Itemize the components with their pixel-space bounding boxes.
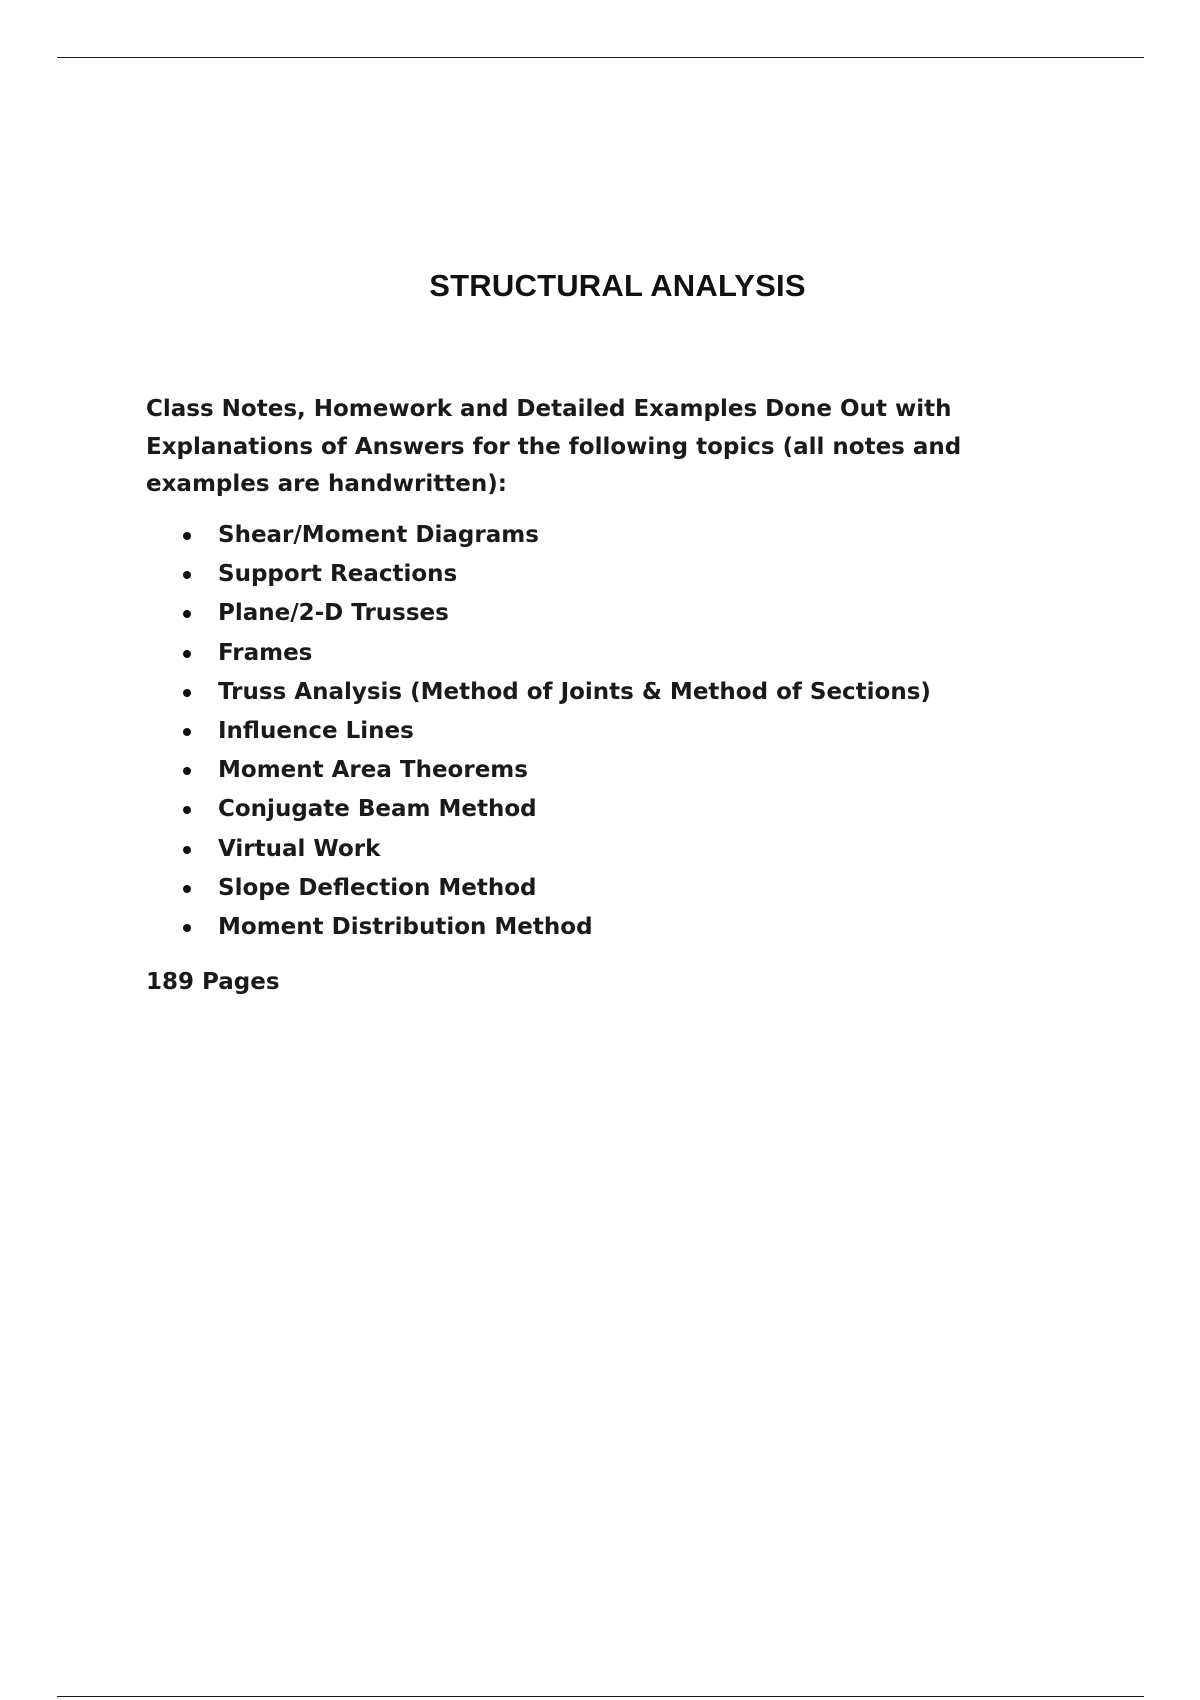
intro-paragraph: Class Notes, Homework and Detailed Examples Done Out with Explanations of Answers for the following topics (all notes and examples are handwritten): bbox=[146, 396, 962, 497]
topic-label: Moment Distribution Method bbox=[218, 913, 593, 940]
topic-label: Support Reactions bbox=[218, 561, 458, 588]
topic-label: Conjugate Beam Method bbox=[218, 796, 537, 823]
list-item bbox=[146, 555, 931, 594]
bullet-icon bbox=[183, 728, 191, 736]
bullet-icon bbox=[183, 885, 191, 893]
document-title: STRUCTURAL ANALYSIS bbox=[429, 268, 806, 303]
bullet-icon bbox=[183, 610, 191, 618]
bullet-icon bbox=[183, 571, 191, 579]
topic-label: Shear/Moment Diagrams bbox=[218, 522, 539, 548]
list-item bbox=[146, 673, 931, 712]
list-item bbox=[146, 869, 931, 908]
list-item bbox=[146, 790, 931, 829]
topic-label: Slope Deflection Method bbox=[218, 874, 537, 901]
topic-list bbox=[146, 516, 931, 947]
bullet-icon bbox=[183, 532, 191, 540]
top-rule bbox=[57, 57, 1144, 58]
topic-label: Frames bbox=[218, 639, 313, 666]
list-item bbox=[146, 712, 931, 751]
list-item bbox=[146, 908, 931, 947]
list-item bbox=[146, 594, 931, 633]
list-item bbox=[146, 516, 931, 555]
page-count: 189 Pages bbox=[146, 969, 280, 995]
topic-label: Influence Lines bbox=[218, 717, 414, 744]
topic-label: Moment Area Theorems bbox=[218, 757, 528, 784]
topic-label: Truss Analysis (Method of Joints & Method of Sections) bbox=[218, 678, 931, 705]
bullet-icon bbox=[183, 650, 191, 658]
bullet-icon bbox=[183, 846, 191, 854]
bottom-rule bbox=[57, 1696, 1144, 1697]
bullet-icon bbox=[183, 689, 191, 697]
topic-label: Plane/2-D Trusses bbox=[218, 600, 449, 627]
list-item bbox=[146, 830, 931, 869]
list-item bbox=[146, 634, 931, 673]
bullet-icon bbox=[183, 767, 191, 775]
bullet-icon bbox=[183, 924, 191, 932]
list-item bbox=[146, 751, 931, 790]
bullet-icon bbox=[183, 806, 191, 814]
topic-label: Virtual Work bbox=[218, 835, 381, 862]
